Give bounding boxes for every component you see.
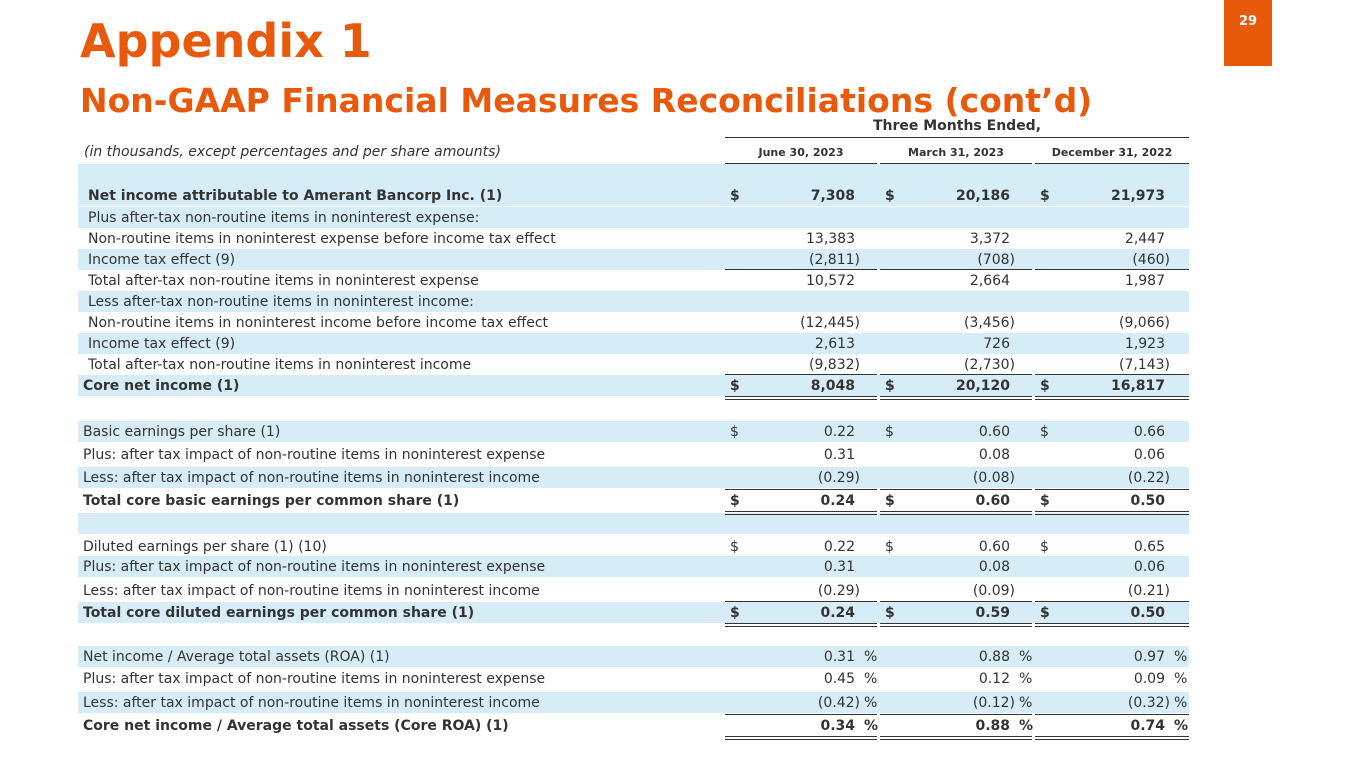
- row-label: Net income attributable to Amerant Bancorp Inc. (1): [88, 188, 503, 204]
- currency-symbol: $: [1040, 424, 1049, 440]
- cell-value: (0.12): [972, 695, 1015, 711]
- percent-symbol: %: [1019, 695, 1033, 711]
- cell-value: (9,832): [808, 357, 860, 373]
- currency-symbol: $: [730, 424, 739, 440]
- cell-value: 7,308: [810, 188, 855, 204]
- cell-value: 20,120: [955, 378, 1010, 394]
- currency-symbol: $: [730, 188, 740, 204]
- cell-value: 0.50: [1130, 493, 1165, 509]
- cell-value: 13,383: [806, 231, 855, 247]
- double-underline-rule: [725, 511, 877, 515]
- currency-symbol: $: [885, 378, 895, 394]
- row-label: Plus: after tax impact of non-routine items in noninterest expense: [83, 447, 546, 463]
- table-row: [78, 185, 1189, 206]
- double-underline-rule: [880, 736, 1032, 740]
- currency-symbol: $: [1040, 188, 1050, 204]
- row-label: Less: after tax impact of non-routine items in noninterest income: [83, 583, 540, 599]
- table-row: [78, 692, 1189, 713]
- underline-rule: [1035, 714, 1189, 715]
- cell-value: 8,048: [810, 378, 855, 394]
- cell-value: 0.59: [975, 605, 1010, 621]
- cell-value: 0.08: [978, 447, 1010, 463]
- percent-symbol: %: [1174, 649, 1188, 665]
- page-subtitle: Non-GAAP Financial Measures Reconciliations (cont’d): [80, 81, 1093, 120]
- row-label: Less: after tax impact of non-routine items in noninterest income: [83, 695, 540, 711]
- cell-value: 0.88: [978, 649, 1010, 665]
- percent-symbol: %: [864, 718, 879, 734]
- underline-rule: [880, 601, 1032, 602]
- cell-value: 0.34: [820, 718, 855, 734]
- cell-value: 10,572: [806, 273, 855, 289]
- table-row: [78, 580, 1189, 601]
- column-header-march-2023: March 31, 2023: [880, 146, 1032, 164]
- underline-rule: [1035, 601, 1189, 602]
- cell-value: 0.22: [823, 424, 855, 440]
- cell-value: 0.09: [1133, 671, 1165, 687]
- double-underline-rule: [1035, 736, 1189, 740]
- cell-value: 0.31: [823, 447, 855, 463]
- cell-value: 0.06: [1133, 559, 1165, 575]
- cell-value: 0.88: [975, 718, 1010, 734]
- table-row: [78, 291, 1189, 312]
- page-number: 29: [1224, 0, 1272, 66]
- units-note: (in thousands, except percentages and per share amounts): [84, 144, 501, 160]
- currency-symbol: $: [1040, 605, 1050, 621]
- cell-value: 0.08: [978, 559, 1010, 575]
- cell-value: (2,730): [963, 357, 1015, 373]
- currency-symbol: $: [885, 493, 895, 509]
- percent-symbol: %: [1019, 649, 1033, 665]
- row-label: Plus: after tax impact of non-routine items in noninterest expense: [83, 671, 546, 687]
- percent-symbol: %: [864, 671, 878, 687]
- cell-value: 0.12: [978, 671, 1010, 687]
- underline-rule: [880, 489, 1032, 490]
- underline-rule: [880, 374, 1032, 375]
- currency-symbol: $: [1040, 378, 1050, 394]
- double-underline-rule: [1035, 511, 1189, 515]
- underline-rule: [1035, 489, 1189, 490]
- cell-value: (0.21): [1127, 583, 1170, 599]
- currency-symbol: $: [1040, 493, 1050, 509]
- cell-value: 3,372: [969, 231, 1010, 247]
- table-row: [78, 249, 1189, 270]
- column-group-header: Three Months Ended,: [725, 118, 1189, 138]
- currency-symbol: $: [885, 539, 894, 555]
- cell-value: 0.74: [1130, 718, 1165, 734]
- row-label: Core net income / Average total assets (Core ROA) (1): [83, 718, 509, 734]
- row-label: Total core basic earnings per common share (1): [83, 493, 460, 509]
- underline-rule: [725, 489, 877, 490]
- cell-value: (0.32): [1127, 695, 1170, 711]
- cell-value: 0.31: [823, 649, 855, 665]
- currency-symbol: $: [730, 493, 740, 509]
- spacer-band: [78, 513, 1189, 534]
- cell-value: 0.60: [978, 424, 1010, 440]
- underline-rule: [725, 374, 877, 375]
- cell-value: 21,973: [1110, 188, 1165, 204]
- underline-rule: [880, 269, 1032, 270]
- table-row: [78, 646, 1189, 667]
- cell-value: (2,811): [808, 252, 860, 268]
- cell-value: 0.22: [823, 539, 855, 555]
- table-row: [78, 228, 1189, 249]
- cell-value: 726: [983, 336, 1010, 352]
- currency-symbol: $: [1040, 539, 1049, 555]
- table-row: [78, 668, 1189, 689]
- spacer-band: [78, 164, 1189, 185]
- table-row: [78, 536, 1189, 557]
- cell-value: (0.29): [817, 583, 860, 599]
- table-row: [78, 602, 1189, 623]
- cell-value: (0.42): [817, 695, 860, 711]
- double-underline-rule: [725, 623, 877, 627]
- column-header-december-2022: December 31, 2022: [1035, 146, 1189, 164]
- underline-rule: [880, 714, 1032, 715]
- table-row: [78, 715, 1189, 736]
- percent-symbol: %: [864, 649, 878, 665]
- underline-rule: [1035, 269, 1189, 270]
- table-row: [78, 490, 1189, 511]
- cell-value: 2,613: [814, 336, 855, 352]
- cell-value: 1,923: [1124, 336, 1165, 352]
- row-label: Income tax effect (9): [88, 252, 236, 268]
- percent-symbol: %: [864, 695, 878, 711]
- underline-rule: [725, 269, 877, 270]
- cell-value: (12,445): [800, 315, 860, 331]
- underline-rule: [1035, 374, 1189, 375]
- cell-value: 0.06: [1133, 447, 1165, 463]
- percent-symbol: %: [1019, 718, 1034, 734]
- cell-value: (0.29): [817, 470, 860, 486]
- double-underline-rule: [725, 396, 877, 400]
- table-row: [78, 312, 1189, 333]
- page-title: Appendix 1: [80, 14, 372, 68]
- row-label: Income tax effect (9): [88, 336, 236, 352]
- cell-value: 2,447: [1124, 231, 1165, 247]
- table-row: [78, 270, 1189, 291]
- row-label: Plus: after tax impact of non-routine items in noninterest expense: [83, 559, 546, 575]
- cell-value: 0.50: [1130, 605, 1165, 621]
- double-underline-rule: [725, 736, 877, 740]
- cell-value: (7,143): [1118, 357, 1170, 373]
- cell-value: 0.24: [820, 605, 855, 621]
- table-row: [78, 375, 1189, 396]
- currency-symbol: $: [885, 424, 894, 440]
- percent-symbol: %: [1174, 695, 1188, 711]
- row-label: Net income / Average total assets (ROA) (1): [83, 649, 390, 665]
- row-label: Non-routine items in noninterest expense before income tax effect: [88, 231, 556, 247]
- row-label: Diluted earnings per share (1) (10): [83, 539, 327, 555]
- row-label: Non-routine items in noninterest income before income tax effect: [88, 315, 549, 331]
- row-label: Basic earnings per share (1): [83, 424, 281, 440]
- double-underline-rule: [1035, 396, 1189, 400]
- currency-symbol: $: [885, 188, 895, 204]
- row-label: Total after-tax non-routine items in noninterest income: [88, 357, 472, 373]
- currency-symbol: $: [885, 605, 895, 621]
- double-underline-rule: [880, 396, 1032, 400]
- cell-value: (708): [977, 252, 1015, 268]
- currency-symbol: $: [730, 605, 740, 621]
- cell-value: 0.60: [978, 539, 1010, 555]
- table-row: [78, 467, 1189, 488]
- cell-value: 0.24: [820, 493, 855, 509]
- percent-symbol: %: [1174, 671, 1188, 687]
- cell-value: 0.31: [823, 559, 855, 575]
- cell-value: (0.08): [972, 470, 1015, 486]
- percent-symbol: %: [1174, 718, 1189, 734]
- row-label: Core net income (1): [83, 378, 240, 394]
- table-row: [78, 333, 1189, 354]
- double-underline-rule: [880, 623, 1032, 627]
- double-underline-rule: [880, 511, 1032, 515]
- cell-value: 1,987: [1124, 273, 1165, 289]
- row-label: Total core diluted earnings per common share (1): [83, 605, 475, 621]
- table-row: [78, 207, 1189, 228]
- cell-value: (9,066): [1118, 315, 1170, 331]
- row-label: Plus after-tax non-routine items in noninterest expense:: [88, 210, 480, 226]
- cell-value: 0.97: [1133, 649, 1165, 665]
- double-underline-rule: [1035, 623, 1189, 627]
- cell-value: (0.22): [1127, 470, 1170, 486]
- cell-value: 0.60: [975, 493, 1010, 509]
- row-label: Total after-tax non-routine items in noninterest expense: [88, 273, 479, 289]
- underline-rule: [725, 714, 877, 715]
- table-row: [78, 421, 1189, 442]
- cell-value: 0.66: [1133, 424, 1165, 440]
- currency-symbol: $: [730, 378, 740, 394]
- row-label: Less after-tax non-routine items in noninterest income:: [88, 294, 474, 310]
- cell-value: (3,456): [963, 315, 1015, 331]
- cell-value: 0.45: [823, 671, 855, 687]
- percent-symbol: %: [1019, 671, 1033, 687]
- underline-rule: [725, 601, 877, 602]
- column-header-june-2023: June 30, 2023: [725, 146, 877, 164]
- table-row: [78, 444, 1189, 465]
- cell-value: (460): [1132, 252, 1170, 268]
- currency-symbol: $: [730, 539, 739, 555]
- table-row: [78, 556, 1189, 577]
- row-label: Less: after tax impact of non-routine items in noninterest income: [83, 470, 540, 486]
- cell-value: 20,186: [955, 188, 1010, 204]
- cell-value: (0.09): [972, 583, 1015, 599]
- cell-value: 2,664: [969, 273, 1010, 289]
- table-row: [78, 354, 1189, 375]
- cell-value: 16,817: [1110, 378, 1165, 394]
- cell-value: 0.65: [1133, 539, 1165, 555]
